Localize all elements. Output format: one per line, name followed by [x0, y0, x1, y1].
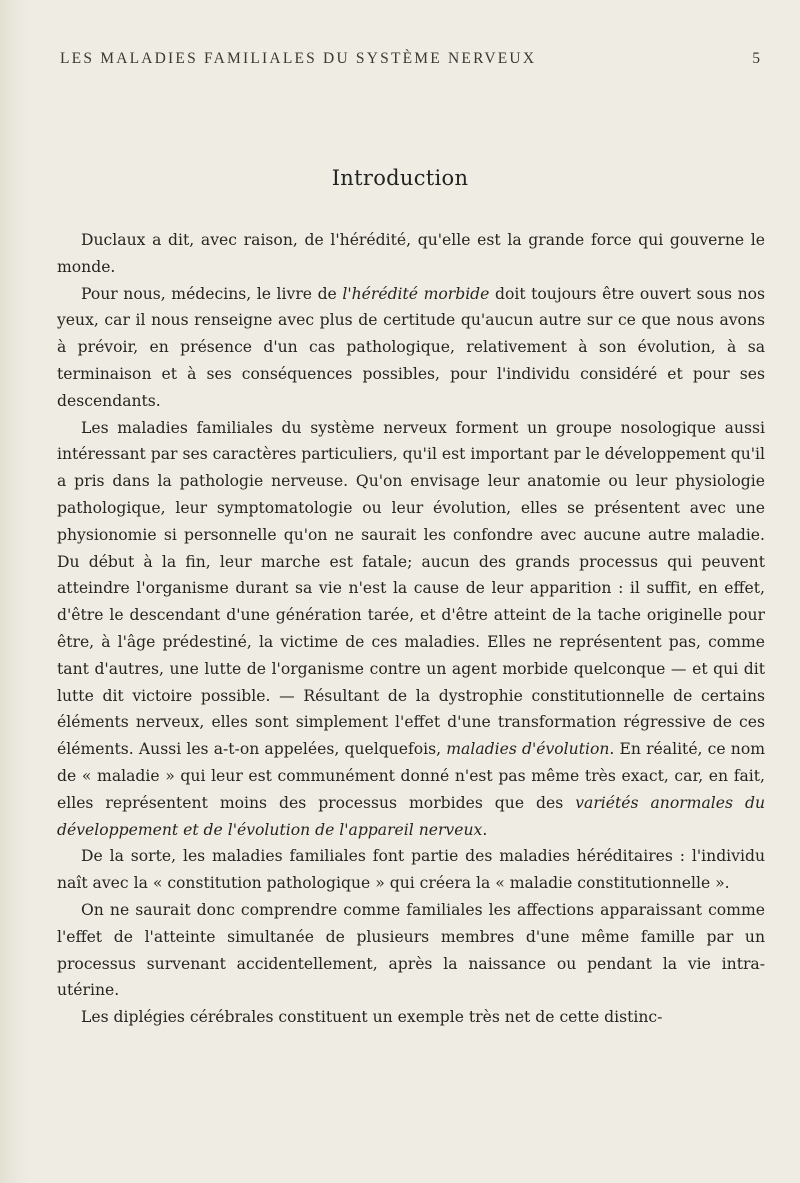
emphasis-text: variétés anormales du développement et de l'évolution de l'appareil nerveux	[57, 793, 765, 839]
paragraph	[57, 843, 765, 897]
paragraph-text: Duclaux a dit, avec raison, de l'hérédité, qu'elle est la grande force qui gouverne le monde.	[57, 231, 765, 276]
paragraph-text: On ne saurait donc comprendre comme familiales les affections apparaissant comme l'effet de l'atteinte simultanée de plusieurs membres d'une même famille par un processus survenant accidentellement, après la naissance ou pendant la vie intra-utérine.	[57, 900, 765, 1000]
paragraph-text: Les diplégies cérébrales constituent un exemple très net de cette distinc-	[81, 1008, 663, 1027]
paragraph	[57, 415, 765, 844]
paragraph-text: . En réalité, ce nom de « maladie » qui leur est communément donné n'est pas même très exact, car, en fait, elles représentent moins des processus morbides que des	[57, 740, 766, 812]
body-text	[57, 227, 765, 1031]
paragraph-text: doit toujours être ouvert sous nos yeux, car il nous renseigne avec plus de certitude qu'aucun autre sur ce que nous avons à prévoir, en présence d'un cas pathologique, relativement à son évolution, à sa terminaison et à ses conséquences possibles, pour l'individu considéré et pour ses descendants.	[57, 284, 765, 410]
paragraph	[57, 227, 765, 281]
paragraph	[57, 1004, 765, 1031]
page-number: 5	[752, 50, 760, 67]
paragraph	[57, 897, 765, 1004]
paragraph-text: .	[482, 820, 488, 839]
running-head: LES MALADIES FAMILIALES DU SYSTÈME NERVEUX	[60, 50, 537, 67]
chapter-title: Introduction	[331, 166, 469, 190]
paragraph	[57, 281, 765, 415]
emphasis-text: l'hérédité morbide	[342, 284, 490, 303]
paragraph-text: Les maladies familiales du système nerveux forment un groupe nosologique aussi intéressant par ses caractères particuliers, qu'il est important par le développement qu'il a pris dans la pathologie nerveuse. Qu'on envisage leur anatomie ou leur physiologie pathologique, leur symptomatologie ou leur évolution, elles se présentent avec une physionomie si personnelle qu'on ne saurait les confondre avec aucune autre maladie. Du début à la fin, leur marche est fatale; aucun des grands processus qui peuvent atteindre l'organisme durant sa vie n'est la cause de leur apparition : il suffit, en effet, d'être le descendant d'une génération tarée, et d'être atteint de la tache originelle pour être, à l'âge prédestiné, la victime de ces maladies. Elles ne représentent pas, comme tant d'autres, une lutte de l'organisme contre un agent morbide quelconque — et qui dit lutte dit victoire possible. — Résultant de la dystrophie constitutionnelle de certains éléments nerveux, elles sont simplement l'effet d'une transformation régressive de ces éléments. Aussi les a-t-on appelées, quelquefois,	[57, 418, 766, 759]
paragraph-text: De la sorte, les maladies familiales font partie des maladies héréditaires : l'individu naît avec la « constitution pathologique » qui créera la « maladie constitutionnelle ».	[57, 847, 765, 893]
paragraph-text: Pour nous, médecins, le livre de	[81, 284, 343, 303]
emphasis-text: maladies d'évolution	[446, 740, 610, 759]
